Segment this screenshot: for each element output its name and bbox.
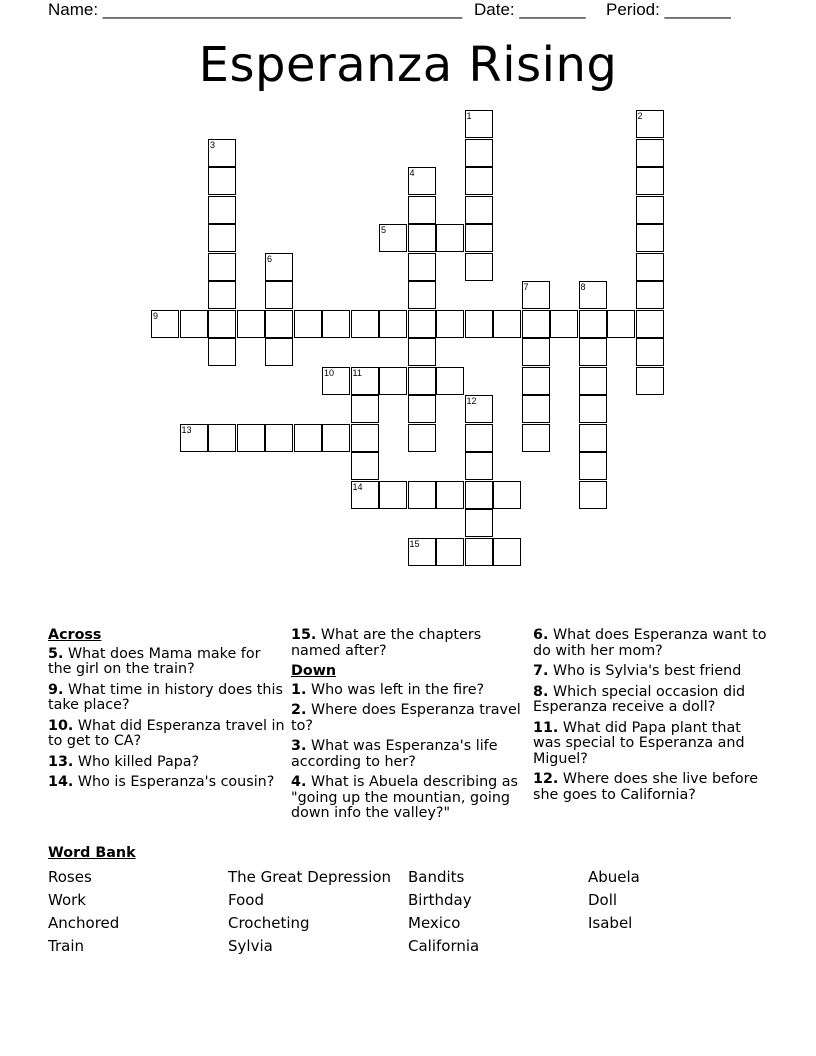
crossword-cell[interactable] bbox=[265, 338, 293, 366]
clue-down-3: 3. What was Esperanza's life according to her? bbox=[291, 738, 498, 770]
crossword-cell[interactable] bbox=[465, 481, 493, 509]
crossword-cell[interactable] bbox=[493, 538, 521, 566]
word-bank-item: Doll bbox=[588, 891, 618, 909]
crossword-cell[interactable] bbox=[550, 310, 578, 338]
crossword-cell[interactable] bbox=[636, 338, 664, 366]
crossword-cell[interactable] bbox=[465, 538, 493, 566]
crossword-cell[interactable] bbox=[208, 253, 236, 281]
crossword-cell[interactable] bbox=[408, 481, 436, 509]
word-bank-item: Food bbox=[228, 891, 264, 909]
word-bank-item: Roses bbox=[48, 868, 92, 886]
clue-down-6: 6. What does Esperanza want to do with her mom? bbox=[533, 627, 767, 659]
crossword-cell[interactable] bbox=[408, 253, 436, 281]
crossword-cell[interactable] bbox=[379, 367, 407, 395]
crossword-cell[interactable] bbox=[636, 367, 664, 395]
clue-down-7: 7. Who is Sylvia's best friend bbox=[533, 663, 742, 679]
clue-across-5: 5. What does Mama make for the girl on the train? bbox=[48, 645, 261, 677]
clue-across-13: 13. Who killed Papa? bbox=[48, 753, 200, 770]
crossword-cell[interactable] bbox=[636, 253, 664, 281]
clue-number-label: 15 bbox=[409, 538, 420, 549]
word-bank-item: Abuela bbox=[588, 868, 640, 886]
word-bank-item: Bandits bbox=[408, 868, 465, 886]
crossword-cell[interactable] bbox=[322, 424, 350, 452]
crossword-cell[interactable] bbox=[579, 395, 607, 423]
word-bank-item: Isabel bbox=[588, 914, 633, 932]
clue-number-label: 1 bbox=[466, 111, 472, 121]
clues-column-2 bbox=[291, 628, 531, 827]
clue-number-label: 3 bbox=[210, 139, 216, 150]
crossword-cell[interactable] bbox=[465, 139, 493, 167]
clue-across-15: 15. What are the chapters named after? bbox=[291, 627, 482, 659]
crossword-cell[interactable] bbox=[522, 367, 550, 395]
crossword-cell[interactable] bbox=[465, 424, 493, 452]
word-bank-item: California bbox=[408, 937, 480, 955]
across-heading: Across bbox=[48, 627, 102, 643]
clue-across-9: 9. What time in history does this take place? bbox=[48, 681, 283, 713]
crossword-cell[interactable] bbox=[208, 224, 236, 252]
crossword-cell[interactable] bbox=[237, 310, 265, 338]
crossword-cell[interactable] bbox=[265, 424, 293, 452]
clue-number-label: 6 bbox=[267, 253, 273, 264]
crossword-cell[interactable] bbox=[465, 310, 493, 338]
crossword-cell[interactable] bbox=[379, 481, 407, 509]
clue-down-11: 11. What did Papa plant that was special to Esperanza and Miguel? bbox=[533, 719, 745, 767]
crossword-cell[interactable] bbox=[408, 281, 436, 309]
crossword-cell[interactable] bbox=[379, 310, 407, 338]
crossword-cell[interactable] bbox=[636, 281, 664, 309]
crossword-cell[interactable] bbox=[579, 338, 607, 366]
crossword-cell[interactable] bbox=[465, 452, 493, 480]
crossword-cell[interactable] bbox=[322, 310, 350, 338]
crossword-cell[interactable] bbox=[351, 395, 379, 423]
crossword-cell[interactable] bbox=[208, 281, 236, 309]
crossword-cell[interactable] bbox=[237, 424, 265, 452]
crossword-cell[interactable] bbox=[465, 253, 493, 281]
crossword-cell[interactable] bbox=[493, 481, 521, 509]
crossword-cell[interactable] bbox=[180, 310, 208, 338]
clue-number-label: 13 bbox=[181, 424, 192, 435]
clue-number-label: 11 bbox=[352, 367, 362, 378]
crossword-cell[interactable] bbox=[294, 310, 322, 338]
clue-down-1: 1. Who was left in the fire? bbox=[291, 681, 485, 698]
crossword-cell[interactable] bbox=[465, 196, 493, 224]
word-bank-item: The Great Depression bbox=[228, 868, 392, 886]
crossword-cell[interactable] bbox=[408, 310, 436, 338]
crossword-cell[interactable] bbox=[408, 395, 436, 423]
clue-number-label: 8 bbox=[580, 282, 586, 292]
clue-down-12: 12. Where does she live before she goes to California? bbox=[533, 771, 758, 803]
word-bank-item: Mexico bbox=[408, 914, 461, 932]
clue-number-label: 4 bbox=[409, 168, 415, 178]
crossword-cell[interactable] bbox=[436, 224, 464, 252]
crossword-cell[interactable] bbox=[465, 509, 493, 537]
crossword-cell[interactable] bbox=[636, 196, 664, 224]
crossword-cell[interactable] bbox=[465, 167, 493, 195]
clue-down-2: 2. Where does Esperanza travel to? bbox=[291, 702, 521, 734]
crossword-cell[interactable] bbox=[436, 538, 464, 566]
clue-across-14: 14. Who is Esperanza's cousin? bbox=[48, 774, 275, 790]
crossword-cell[interactable] bbox=[408, 224, 436, 252]
crossword-cell[interactable] bbox=[208, 167, 236, 195]
crossword-cell[interactable] bbox=[465, 224, 493, 252]
crossword-cell[interactable] bbox=[636, 224, 664, 252]
crossword-cell[interactable] bbox=[351, 424, 379, 452]
crossword-cell[interactable] bbox=[351, 310, 379, 338]
name-field-label: Name: ______________________________________ bbox=[48, 0, 463, 19]
word-bank-item: Train bbox=[48, 937, 84, 955]
crossword-cell[interactable] bbox=[579, 481, 607, 509]
crossword-cell[interactable] bbox=[408, 338, 436, 366]
date-field-label: Date: _______ bbox=[474, 0, 586, 19]
crossword-cell[interactable] bbox=[208, 424, 236, 452]
crossword-cell[interactable] bbox=[265, 281, 293, 309]
word-bank-heading: Word Bank bbox=[48, 845, 136, 861]
crossword-cell[interactable] bbox=[436, 367, 464, 395]
crossword-cell[interactable] bbox=[351, 452, 379, 480]
crossword-cell[interactable] bbox=[208, 196, 236, 224]
clue-number-label: 7 bbox=[523, 282, 529, 292]
crossword-cell[interactable] bbox=[294, 424, 322, 452]
crossword-cell[interactable] bbox=[408, 367, 436, 395]
word-bank-item: Crocheting bbox=[228, 914, 310, 932]
word-bank-item: Birthday bbox=[408, 891, 472, 909]
clues-column-1 bbox=[48, 628, 288, 796]
clue-number-label: 9 bbox=[153, 310, 159, 321]
clue-number-label: 12 bbox=[466, 396, 477, 406]
crossword-cell[interactable] bbox=[208, 310, 236, 338]
clue-number-label: 14 bbox=[352, 481, 363, 492]
crossword-cell[interactable] bbox=[265, 310, 293, 338]
word-bank-item: Work bbox=[48, 891, 86, 909]
crossword-cell[interactable] bbox=[579, 424, 607, 452]
crossword-cell[interactable] bbox=[436, 310, 464, 338]
crossword-cell[interactable] bbox=[522, 395, 550, 423]
clue-across-10: 10. What did Esperanza travel in to get to CA? bbox=[48, 717, 285, 749]
word-bank-item: Anchored bbox=[48, 914, 120, 932]
crossword-cell[interactable] bbox=[436, 481, 464, 509]
clue-number-label: 2 bbox=[637, 111, 643, 121]
crossword-cell[interactable] bbox=[636, 139, 664, 167]
crossword-cell[interactable] bbox=[408, 424, 436, 452]
clues-column-3 bbox=[533, 628, 773, 808]
crossword-cell[interactable] bbox=[636, 310, 664, 338]
crossword-cell[interactable] bbox=[208, 338, 236, 366]
crossword-cell[interactable] bbox=[607, 310, 635, 338]
crossword-cell[interactable] bbox=[579, 310, 607, 338]
word-bank-item: Sylvia bbox=[228, 937, 273, 955]
crossword-cell[interactable] bbox=[579, 452, 607, 480]
crossword-cell[interactable] bbox=[636, 167, 664, 195]
clue-number-label: 10 bbox=[324, 367, 335, 378]
crossword-cell[interactable] bbox=[522, 310, 550, 338]
crossword-cell[interactable] bbox=[493, 310, 521, 338]
crossword-cell[interactable] bbox=[522, 338, 550, 366]
period-field-label: Period: _______ bbox=[606, 0, 731, 19]
crossword-cell[interactable] bbox=[579, 367, 607, 395]
clue-number-label: 5 bbox=[381, 225, 387, 235]
page-title: Esperanza Rising bbox=[198, 37, 618, 93]
crossword-cell[interactable] bbox=[408, 196, 436, 224]
crossword-cell[interactable] bbox=[522, 424, 550, 452]
clue-down-4: 4. What is Abuela describing as "going up the mountian, going down info the valley?" bbox=[291, 774, 518, 821]
clue-down-8: 8. Which special occasion did Esperanza receive a doll? bbox=[533, 683, 746, 715]
down-heading: Down bbox=[291, 663, 337, 679]
